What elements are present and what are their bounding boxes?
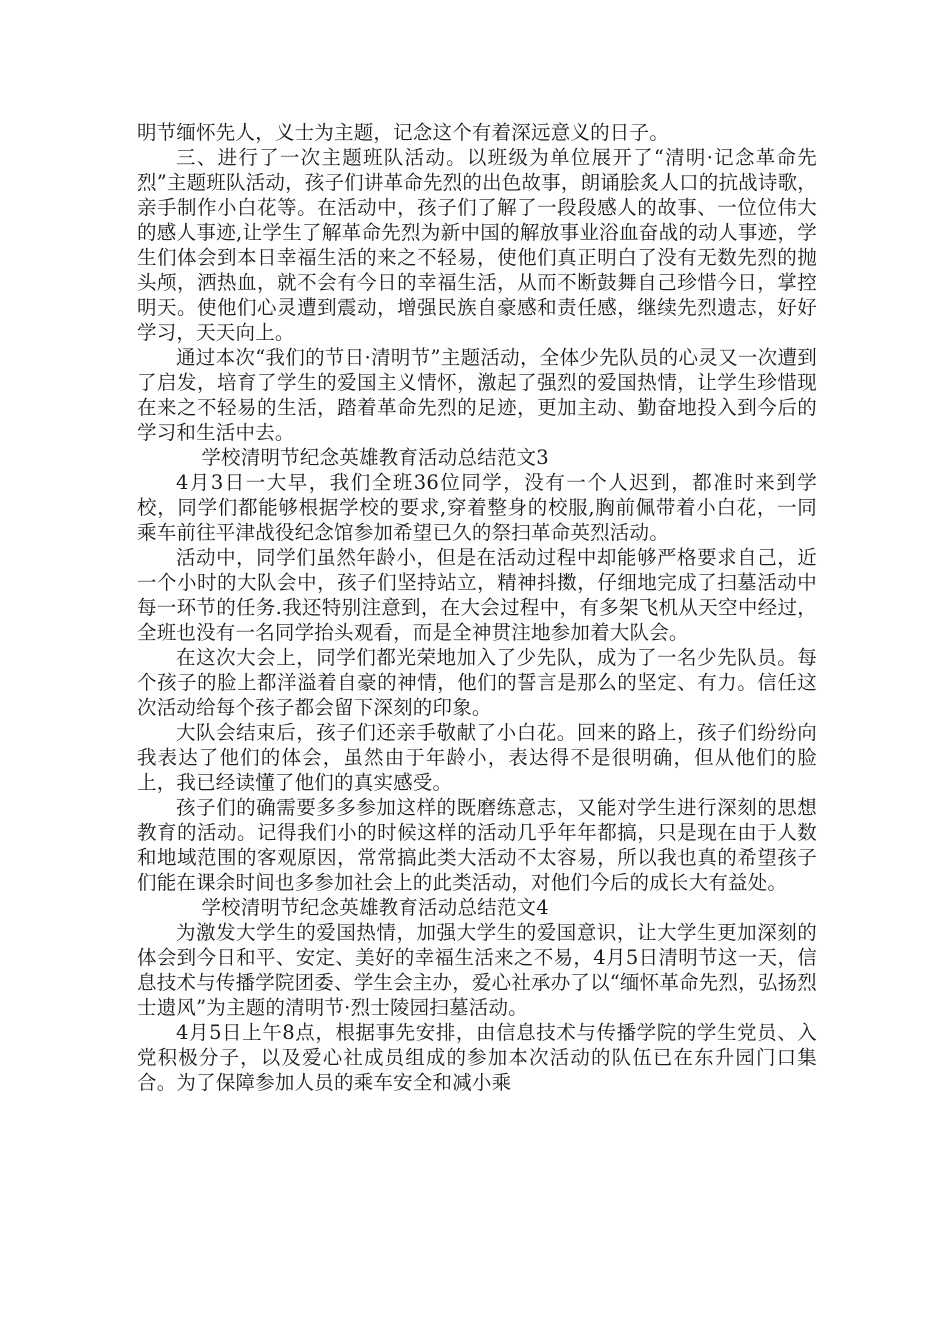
paragraph-continuation: 明节缅怀先人，义士为主题，记念这个有着深远意义的日子。 (137, 121, 669, 144)
paragraph-young-pioneers: 在这次大会上，同学们都光荣地加入了少先队，成为了一名少先队员。每个孩子的脸上都洋溢着自豪的神情，他们的誓言是那么的坚定、有力。信任这次活动给每个孩子都会留下深刻的印象。 (137, 646, 817, 719)
section-heading-sample-4: 学校清明节纪念英雄教育活动总结范文4 (201, 896, 549, 919)
paragraph-theme-class-activity: 三、进行了一次主题班队活动。以班级为单位展开了“清明·记念革命先烈”主题班队活动，孩子们讲革命先烈的出色故事，朗诵脍炙人口的抗战诗歌，亲手制作小白花等。在活动中，孩子们了解了一段段感人的故事、一位位伟大的感人事迹,让学生了解革命先烈为新中国的解放事业浴血奋战的动人事迹，学生们体会到本日幸福生活的来之不轻易，使他们真正明白了没有无数先烈的抛头颅，洒热血，就不会有今日的幸福生活，从而不断鼓舞自己珍惜今日，掌控明天。使他们心灵遭到震动，增强民族自豪感和责任感，继续先烈遗志，好好学习，天天向上。 (137, 146, 817, 344)
paragraph-reflection: 孩子们的确需要多多参加这样的既磨练意志，又能对学生进行深刻的思想教育的活动。记得我们小的时候这样的活动几乎年年都搞，只是现在由于人数和地域范围的客观原因，常常搞此类大活动不太容易，所以我也真的希望孩子们能在课余时间也多参加社会上的此类活动，对他们今后的成长大有益处。 (137, 796, 817, 894)
paragraph-festival-summary: 通过本次“我们的节日·清明节”主题活动，全体少先队员的心灵又一次遭到了启发，培育了学生的爱国主义情怀，激起了强烈的爱国热情，让学生珍惜现在来之不轻易的生活，踏着革命先烈的足迹，更加主动、勤奋地投入到今后的学习和生活中去。 (137, 346, 817, 444)
paragraph-during-activity: 活动中，同学们虽然年龄小，但是在活动过程中却能够严格要求自己，近一个小时的大队会中，孩子们坚持站立，精神抖擞，仔细地完成了扫墓活动中每一环节的任务.我还特别注意到，在大会过程中，有多架飞机从天空中经过，全班也没有一名同学抬头观看，而是全神贯注地参加着大队会。 (137, 546, 817, 644)
document-body (137, 120, 817, 1095)
section-heading-sample-3: 学校清明节纪念英雄教育活动总结范文3 (201, 446, 549, 469)
paragraph-april-3-gathering: 4月3日一大早，我们全班36位同学，没有一个人迟到，都准时来到学校，同学们都能够根据学校的要求,穿着整身的校服,胸前佩带着小白花，一同乘车前往平津战役纪念馆参加希望已久的祭扫革命英烈活动。 (137, 471, 817, 544)
paragraph-april-5-assembly: 4月5日上午8点，根据事先安排，由信息技术与传播学院的学生党员、入党积极分子，以及爱心社成员组成的参加本次活动的队伍已在东升园门口集合。为了保障参加人员的乘车安全和减小乘 (137, 1021, 817, 1094)
paragraph-after-meeting: 大队会结束后，孩子们还亲手敬献了小白花。回来的路上，孩子们纷纷向我表达了他们的体会，虽然由于年龄小，表达得不是很明确，但从他们的脸上，我已经读懂了他们的真实感受。 (137, 721, 817, 794)
paragraph-patriotism-intro: 为激发大学生的爱国热情，加强大学生的爱国意识，让大学生更加深刻的体会到今日和平、安定、美好的幸福生活来之不易，4月5日清明节这一天，信息技术与传播学院团委、学生会主办，爱心社承办了以“缅怀革命先烈，弘扬烈士遗风”为主题的清明节·烈士陵园扫墓活动。 (137, 921, 817, 1019)
